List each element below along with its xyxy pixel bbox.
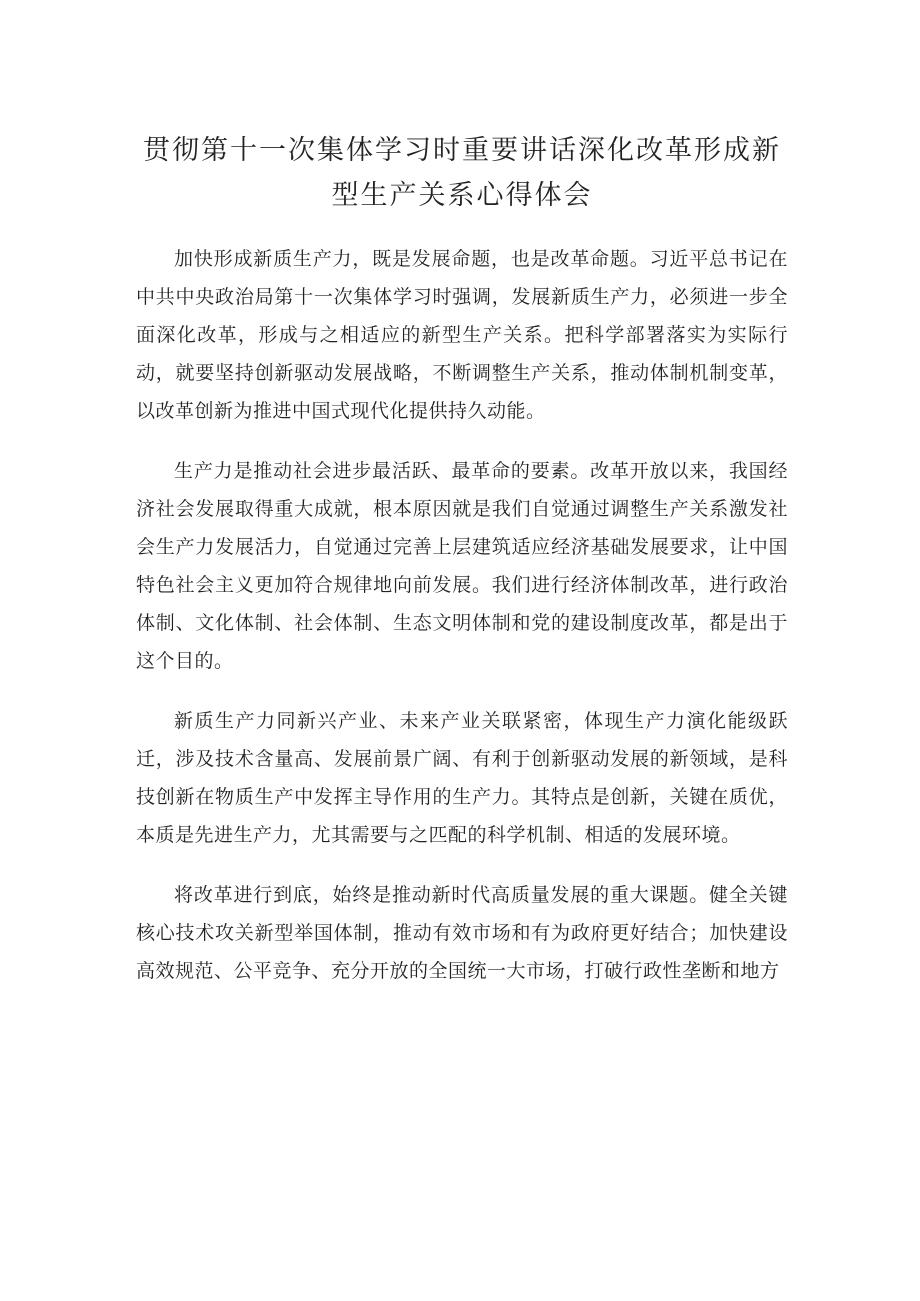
paragraph-1: 加快形成新质生产力，既是发展命题，也是改革命题。习近平总书记在中共中央政治局第十一次集体学习时强调，发展新质生产力，必须进一步全面深化改革，形成与之相适应的新型生产关系。把科学部署落实为实际行动，就要坚持创新驱动发展战略，不断调整生产关系，推动体制机制变革，以改革创新为推进中国式现代化提供持久动能。 (136, 248, 788, 422)
paragraph-3: 新质生产力同新兴产业、未来产业关联紧密，体现生产力演化能级跃迁，涉及技术含量高、发展前景广阔、有利于创新驱动发展的新领域，是科技创新在物质生产中发挥主导作用的生产力。其特点是创新，关键在质优，本质是先进生产力，尤其需要与之匹配的科学机制、相适的发展环境。 (136, 710, 788, 846)
document-title (136, 128, 788, 218)
title-line-2: 型生产关系心得体会 (331, 180, 593, 211)
paragraph-2: 生产力是推动社会进步最活跃、最革命的要素。改革开放以来，我国经济社会发展取得重大成就，根本原因就是我们自觉通过调整生产关系激发社会生产力发展活力，自觉通过完善上层建筑适应经济基础发展要求，让中国特色社会主义更加符合规律地向前发展。我们进行经济体制改革，进行政治体制、文化体制、社会体制、生态文明体制和党的建设制度改革，都是出于这个目的。 (136, 460, 788, 672)
title-line-1: 贯彻第十一次集体学习时重要讲话深化改革形成新 (143, 135, 781, 166)
paragraph-4: 将改革进行到底，始终是推动新时代高质量发展的重大课题。健全关键核心技术攻关新型举国体制，推动有效市场和有为政府更好结合；加快建设高效规范、公平竞争、充分开放的全国统一大市场，打破行政性垄断和地方 (136, 884, 788, 982)
